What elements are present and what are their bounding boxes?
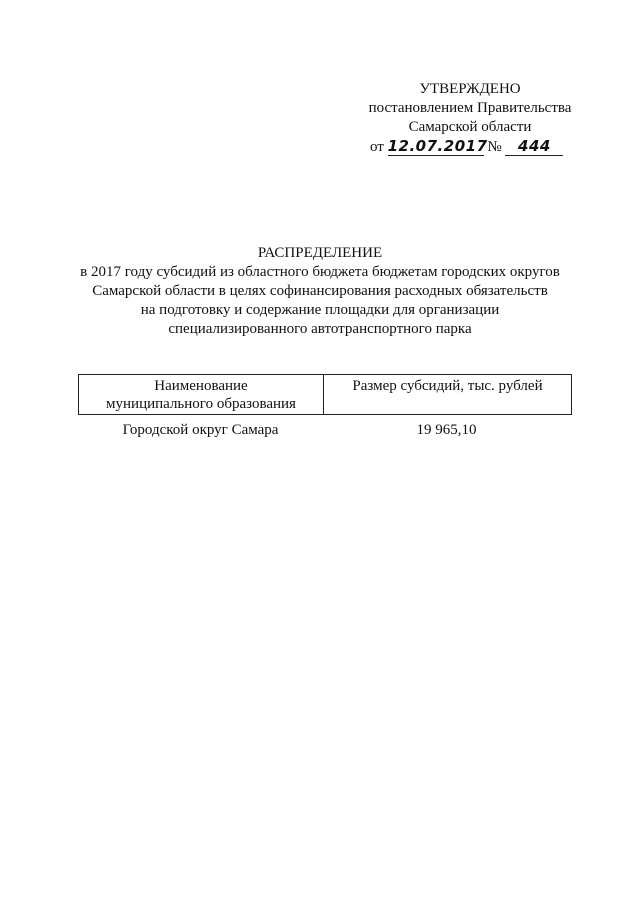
date-prefix: от [370,139,384,155]
title-line-1: в 2017 году субсидий из областного бюджета бюджетам городских округов [80,264,560,280]
handwritten-date: 12.07.2017 [387,137,488,155]
approval-date-line [360,138,580,157]
title-line-4: специализированного автотранспортного парка [168,321,472,337]
table-header [78,374,572,415]
header-municipality-line-1: Наименование [154,378,248,394]
header-subsidy-amount-label: Размер субсидий, тыс. рублей [352,378,543,394]
approval-status: УТВЕРЖДЕНО [419,81,521,97]
header-municipality-line-2: муниципального образования [106,396,296,412]
row-municipality: Городской округ Самара [122,422,279,438]
handwritten-number: 444 [505,138,563,156]
approval-stamp [360,80,580,157]
row-amount: 19 965,10 [416,422,477,438]
approval-line-1: постановлением Правительства [368,100,572,116]
table-row [78,421,572,439]
title-line-2: Самарской области в целях софинансирования расходных обязательств [92,283,548,299]
title-line-3: на подготовку и содержание площадки для организации [140,302,500,318]
header-subsidy-amount [324,375,571,414]
approval-line-2: Самарской области [408,119,532,135]
document-title [40,244,600,339]
subsidy-table [78,374,572,439]
number-sign: № [487,139,502,155]
title-heading: РАСПРЕДЕЛЕНИЕ [257,245,383,261]
header-municipality [79,375,324,414]
